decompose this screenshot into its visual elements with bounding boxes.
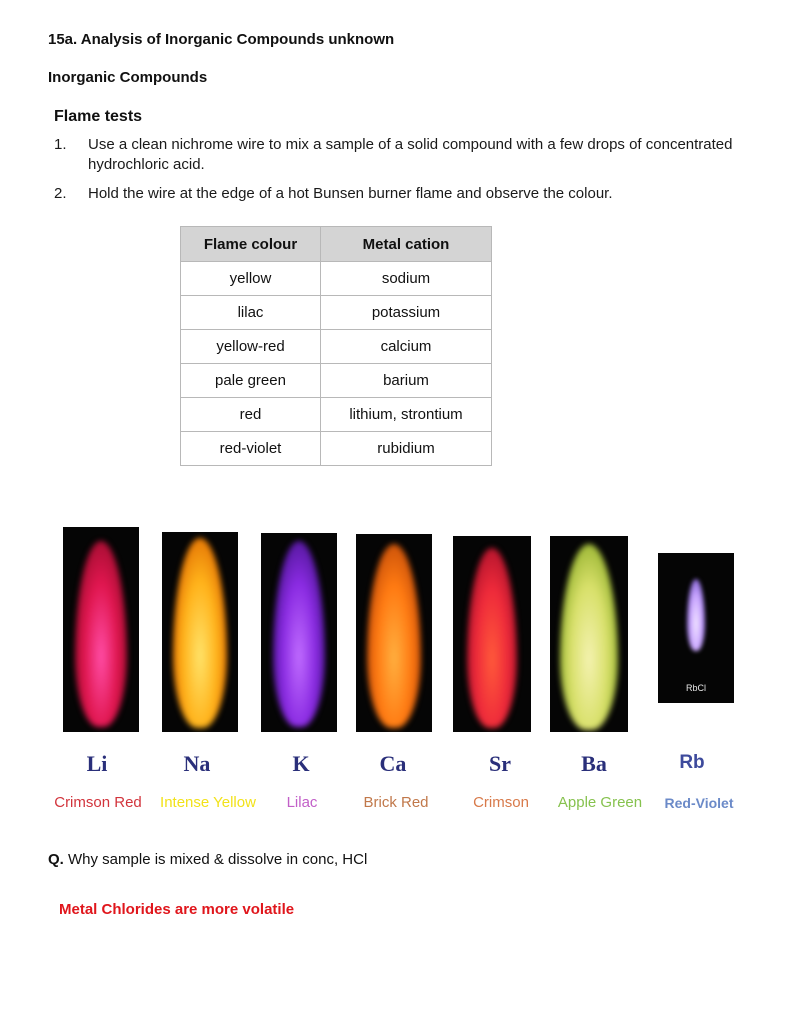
- table-cell: red-violet: [181, 432, 321, 466]
- table-cell: yellow-red: [181, 330, 321, 364]
- step-text: Use a clean nichrome wire to mix a sample of a solid compound with a few drops of concentrated hydrochloric acid.: [88, 136, 733, 173]
- table-header-row: [181, 227, 492, 262]
- instruction-step: [54, 184, 754, 206]
- flame-colour-label: Crimson Red: [54, 794, 142, 811]
- step-text: Hold the wire at the edge of a hot Bunsen burner flame and observe the colour.: [88, 185, 613, 202]
- table-cell: lithium, strontium: [321, 398, 492, 432]
- flame-shape: [367, 544, 421, 728]
- flame-shape: [467, 548, 517, 728]
- flame-colour-label: Brick Red: [363, 794, 429, 811]
- flame-colour-label: Red-Violet: [664, 795, 734, 811]
- element-symbol: Sr: [489, 751, 511, 776]
- question-line: [48, 851, 367, 868]
- table-row: [181, 296, 492, 330]
- potassium-flame-image: [261, 533, 337, 732]
- flame-colour-label: Crimson: [473, 794, 529, 811]
- column-header: Flame colour: [181, 227, 321, 262]
- sodium-flame-image: [162, 532, 238, 732]
- element-symbol: Rb: [679, 752, 705, 773]
- table-cell: sodium: [321, 262, 492, 296]
- table-cell: lilac: [181, 296, 321, 330]
- flame-shape: [687, 579, 705, 651]
- barium-flame-image: [550, 536, 628, 732]
- table-cell: pale green: [181, 364, 321, 398]
- calcium-flame-image: [356, 534, 432, 732]
- element-symbol: Ca: [379, 751, 407, 776]
- flame-shape: [75, 541, 127, 727]
- step-number: 1.: [54, 136, 67, 153]
- table-row: [181, 398, 492, 432]
- rbcl-label: RbCl: [685, 683, 706, 693]
- flame-shape: [173, 538, 227, 728]
- document-title: 15a. Analysis of Inorganic Compounds unknown: [48, 31, 395, 48]
- strontium-flame-image: [453, 536, 531, 732]
- rubidium-flame-image: [658, 553, 734, 703]
- flame-shape: [273, 541, 325, 727]
- table-row: [181, 330, 492, 364]
- question-prefix: Q.: [48, 851, 64, 868]
- table-cell: red: [181, 398, 321, 432]
- table-cell: yellow: [181, 262, 321, 296]
- section-heading: Flame tests: [54, 108, 143, 125]
- element-symbol: K: [292, 751, 310, 776]
- column-header: Metal cation: [321, 227, 492, 262]
- flame-colour-table: [180, 226, 492, 466]
- document-subtitle: Inorganic Compounds: [48, 69, 208, 86]
- element-symbol: Na: [183, 751, 211, 776]
- table-cell: rubidium: [321, 432, 492, 466]
- answer-text: Metal Chlorides are more volatile: [59, 901, 295, 918]
- flame-colour-label: Intense Yellow: [160, 794, 256, 811]
- question-text: Why sample is mixed & dissolve in conc, HCl: [63, 851, 368, 868]
- table-cell: calcium: [321, 330, 492, 364]
- table-cell: potassium: [321, 296, 492, 330]
- table-row: [181, 262, 492, 296]
- table-row: [181, 364, 492, 398]
- element-symbol: Ba: [581, 751, 607, 776]
- element-symbol: Li: [86, 751, 108, 776]
- instruction-step: [54, 135, 754, 177]
- table-cell: barium: [321, 364, 492, 398]
- lithium-flame-image: [63, 527, 139, 732]
- flame-colour-label: Apple Green: [557, 794, 643, 811]
- step-number: 2.: [54, 185, 67, 202]
- flame-shape: [560, 544, 618, 730]
- table-row: [181, 432, 492, 466]
- flame-colour-label: Lilac: [286, 794, 318, 811]
